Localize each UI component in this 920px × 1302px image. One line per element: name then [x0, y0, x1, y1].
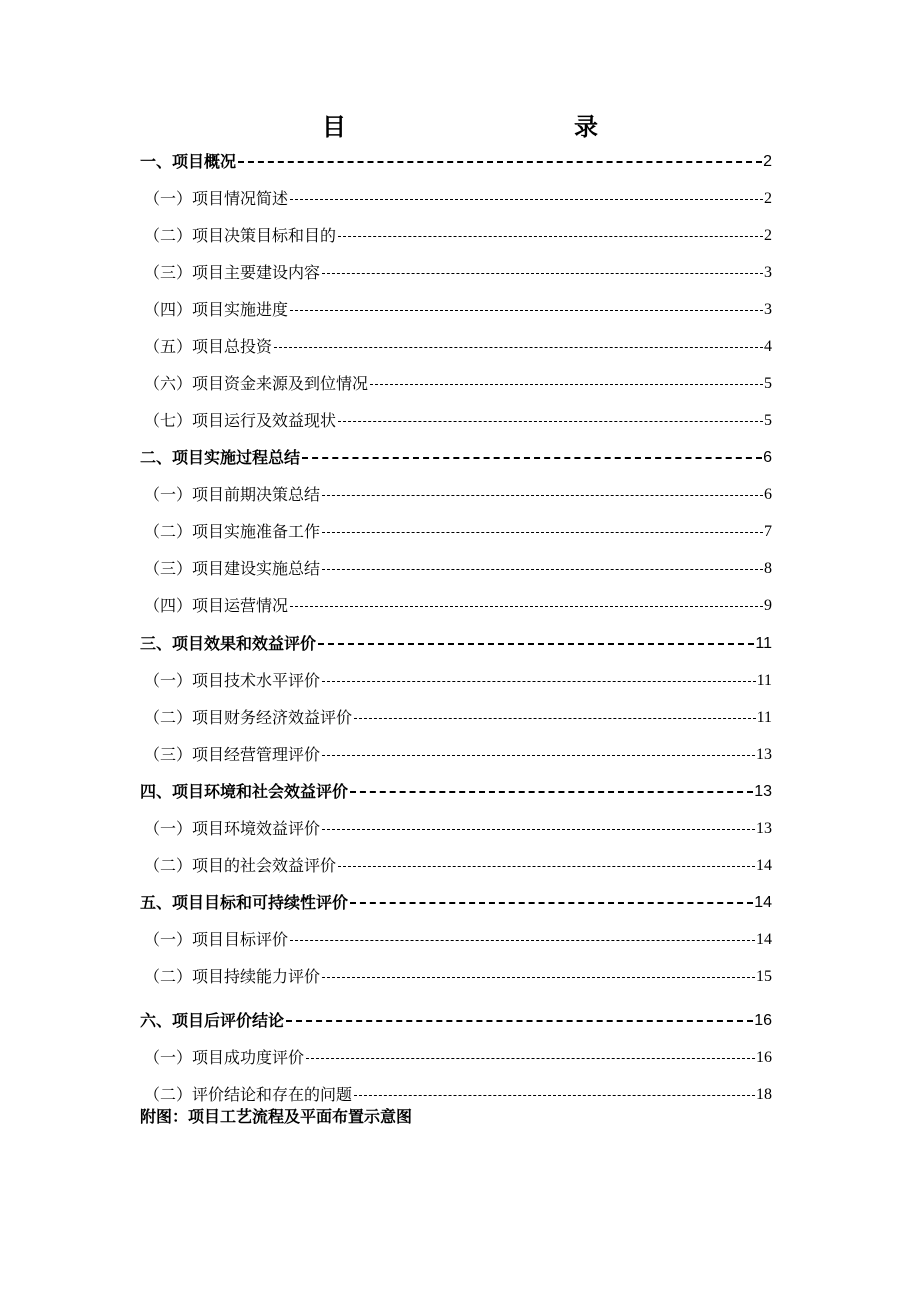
- toc-dotted-leader: [350, 901, 753, 904]
- toc-page-number: 18: [756, 1086, 772, 1103]
- toc-page-number: 14: [756, 931, 772, 948]
- toc-entry[interactable]: [140, 815, 772, 839]
- toc-page-number: 5: [764, 375, 772, 392]
- toc-entry-label: （二）项目实施准备工作: [144, 522, 321, 541]
- toc-dotted-leader: [290, 309, 763, 311]
- toc-entry-label: （三）项目建设实施总结: [144, 559, 321, 578]
- toc-page-number: 11: [755, 635, 772, 652]
- toc-dotted-leader: [354, 1094, 755, 1096]
- toc-entry[interactable]: [140, 555, 772, 579]
- toc-page-number: 16: [756, 1049, 772, 1066]
- toc-entry-label: （五）项目总投资: [144, 337, 273, 356]
- toc-entry-label: （一）项目技术水平评价: [144, 671, 321, 690]
- toc-page-number: 4: [764, 338, 772, 355]
- toc-entry-label: （二）项目持续能力评价: [144, 967, 321, 986]
- toc-entry-label: 一、项目概况: [140, 152, 237, 171]
- toc-entry-label: （六）项目资金来源及到位情况: [144, 374, 369, 393]
- toc-dotted-leader: [354, 717, 756, 719]
- toc-page-number: 14: [754, 894, 772, 911]
- appendix-line: 附图：项目工艺流程及平面布置示意图: [140, 1107, 413, 1126]
- toc-dotted-leader: [338, 235, 763, 237]
- toc-dotted-leader: [322, 828, 755, 830]
- toc-entry[interactable]: [140, 741, 772, 765]
- toc-page-number: 2: [764, 190, 772, 207]
- toc-entry-label: 五、项目目标和可持续性评价: [140, 893, 349, 912]
- toc-entry[interactable]: [140, 778, 772, 802]
- toc-dotted-leader: [290, 939, 755, 941]
- toc-page-number: 9: [764, 597, 772, 614]
- toc-dotted-leader: [370, 383, 763, 385]
- toc-entry[interactable]: [140, 370, 772, 394]
- toc-entry[interactable]: [140, 222, 772, 246]
- toc-entry-label: （二）项目财务经济效益评价: [144, 708, 353, 727]
- toc-page-number: 2: [764, 227, 772, 244]
- toc-page-number: 6: [764, 486, 772, 503]
- toc-page-number: 8: [764, 560, 772, 577]
- toc-page-number: 3: [764, 264, 772, 281]
- toc-dotted-leader: [306, 1057, 755, 1059]
- toc-entry[interactable]: [140, 481, 772, 505]
- toc-dotted-leader: [338, 420, 763, 422]
- toc-entry[interactable]: [140, 852, 772, 876]
- toc-page-number: 6: [763, 449, 772, 466]
- toc-entry-label: （一）项目目标评价: [144, 930, 289, 949]
- toc-dotted-leader: [286, 1019, 753, 1022]
- toc-entry[interactable]: [140, 333, 772, 357]
- toc-entry-label: （三）项目经营管理评价: [144, 745, 321, 764]
- toc-entry[interactable]: [140, 926, 772, 950]
- toc-entry[interactable]: [140, 592, 772, 616]
- toc-dotted-leader: [322, 531, 763, 533]
- toc-page-number: 7: [764, 523, 772, 540]
- toc-dotted-leader: [322, 568, 763, 570]
- toc-page-number: 13: [756, 746, 772, 763]
- toc-entry-label: （一）项目前期决策总结: [144, 485, 321, 504]
- toc-dotted-leader: [290, 605, 763, 607]
- toc-page-number: 5: [764, 412, 772, 429]
- toc-dotted-leader: [338, 865, 755, 867]
- toc-dotted-leader: [322, 272, 763, 274]
- toc-entry[interactable]: [140, 296, 772, 320]
- toc-entry-label: （三）项目主要建设内容: [144, 263, 321, 282]
- toc-dotted-leader: [318, 642, 754, 645]
- toc-page-number: 13: [754, 783, 772, 800]
- toc-page-number: 2: [763, 153, 772, 170]
- toc-page-number: 15: [756, 968, 772, 985]
- toc-dotted-leader: [274, 346, 763, 348]
- toc-entry[interactable]: [140, 630, 772, 654]
- toc-dotted-leader: [322, 680, 756, 682]
- toc-dotted-leader: [350, 790, 753, 793]
- toc-dotted-leader: [322, 494, 763, 496]
- toc-page-number: 3: [764, 301, 772, 318]
- toc-entry[interactable]: [140, 1007, 772, 1031]
- toc-entry-label: （二）项目的社会效益评价: [144, 856, 337, 875]
- toc-page-number: 11: [756, 709, 772, 726]
- toc-entry[interactable]: [140, 889, 772, 913]
- toc-dotted-leader: [238, 160, 762, 163]
- toc-entry[interactable]: [140, 259, 772, 283]
- toc-entry-label: （二）评价结论和存在的问题: [144, 1085, 353, 1104]
- toc-entry[interactable]: [140, 407, 772, 431]
- toc-entry[interactable]: [140, 963, 772, 987]
- toc-entry-label: （一）项目环境效益评价: [144, 819, 321, 838]
- toc-entry-label: （七）项目运行及效益现状: [144, 411, 337, 430]
- toc-entry[interactable]: [140, 1081, 772, 1105]
- toc-dotted-leader: [322, 754, 755, 756]
- toc-entry-label: （二）项目决策目标和目的: [144, 226, 337, 245]
- toc-entry[interactable]: [140, 185, 772, 209]
- toc-dotted-leader: [322, 976, 755, 978]
- page-title: 目 录: [322, 113, 658, 141]
- toc-entry[interactable]: [140, 1044, 772, 1068]
- toc-dotted-leader: [302, 456, 762, 459]
- toc-entry-label: 三、项目效果和效益评价: [140, 634, 317, 653]
- toc-entry[interactable]: [140, 518, 772, 542]
- toc-entry[interactable]: [140, 444, 772, 468]
- toc-entry[interactable]: [140, 704, 772, 728]
- toc-entry-label: 六、项目后评价结论: [140, 1011, 285, 1030]
- toc-entry-label: （一）项目成功度评价: [144, 1048, 305, 1067]
- toc-entry-label: 二、项目实施过程总结: [140, 448, 301, 467]
- toc-entry-label: （四）项目实施进度: [144, 300, 289, 319]
- toc-dotted-leader: [290, 198, 763, 200]
- toc-entry-label: （四）项目运营情况: [144, 596, 289, 615]
- toc-entry[interactable]: [140, 667, 772, 691]
- toc-entry-label: （一）项目情况简述: [144, 189, 289, 208]
- toc-entry[interactable]: [140, 148, 772, 172]
- toc-page-number: 16: [754, 1012, 772, 1029]
- toc-entry-label: 四、项目环境和社会效益评价: [140, 782, 349, 801]
- toc-page-number: 13: [756, 820, 772, 837]
- toc-page-number: 14: [756, 857, 772, 874]
- toc-page-number: 11: [756, 672, 772, 689]
